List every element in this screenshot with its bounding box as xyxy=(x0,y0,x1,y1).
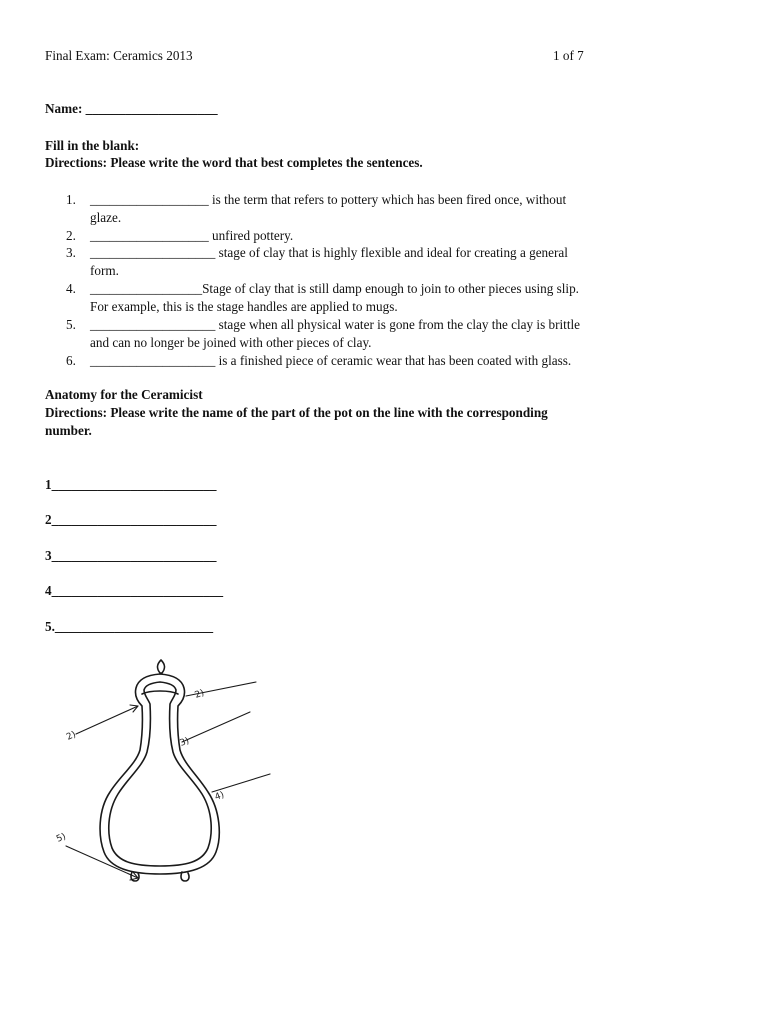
answer-blank[interactable]: __________________ xyxy=(90,228,209,243)
question-text-continued: For example, this is the stage handles are applied to mugs. xyxy=(90,299,398,314)
name-label: Name: xyxy=(45,101,86,116)
lid-rim xyxy=(142,691,178,694)
question-number: 2. xyxy=(66,228,76,243)
diagram-label-bottom: 5) xyxy=(55,831,68,845)
answer-blank[interactable]: ___________________ xyxy=(90,245,216,260)
diagram-label-shoulder: 4) xyxy=(213,790,226,803)
lid-knob xyxy=(157,660,164,673)
answer-blank[interactable]: ___________________ xyxy=(90,317,216,332)
leader-line-shoulder xyxy=(212,774,270,792)
question-text: stage when all physical water is gone from the clay the clay is brittle xyxy=(215,317,581,332)
question-number: 5. xyxy=(66,317,76,332)
leader-line-neck xyxy=(182,712,250,742)
section2-title: Anatomy for the Ceramicist xyxy=(45,387,203,402)
section1-title: Fill in the blank: xyxy=(45,138,140,153)
answer-line-5[interactable]: 5.________________________ xyxy=(45,619,214,634)
leader-line-left xyxy=(76,706,138,734)
question-text: stage of clay that is highly flexible and ideal for creating a general xyxy=(215,245,568,260)
question-text: unfired pottery. xyxy=(208,228,294,243)
question-number: 1. xyxy=(66,192,76,207)
diagram-label-neck: 3) xyxy=(178,736,191,749)
page-number: 1 of 7 xyxy=(553,48,584,63)
answer-line-3[interactable]: 3_________________________ xyxy=(45,548,217,563)
exam-title: Final Exam: Ceramics 2013 xyxy=(45,48,193,63)
question-text: is a finished piece of ceramic wear that has been coated with glass. xyxy=(215,353,572,368)
question-number: 6. xyxy=(66,353,76,368)
question-text: is the term that refers to pottery which has been fired once, without xyxy=(208,192,567,207)
question-text-continued: and can no longer be joined with other pieces of clay. xyxy=(90,335,372,350)
answer-blank[interactable]: __________________ xyxy=(90,192,209,207)
answer-blank[interactable]: ___________________ xyxy=(90,353,216,368)
section2-directions: Directions: Please write the name of the part of the pot on the line with the corresponding xyxy=(45,405,548,420)
question-number: 4. xyxy=(66,281,76,296)
pot-foot-right xyxy=(181,872,189,881)
question-text-continued: form. xyxy=(90,263,119,278)
answer-blank[interactable]: _________________ xyxy=(90,281,203,296)
name-blank[interactable]: ____________________ xyxy=(85,101,218,116)
question-text-continued: glaze. xyxy=(90,210,122,225)
diagram-label-top: 2) xyxy=(193,688,206,701)
section1-directions: Directions: Please write the word that best completes the sentences. xyxy=(45,155,423,170)
answer-line-4[interactable]: 4__________________________ xyxy=(45,583,224,598)
section2-directions-continued: number. xyxy=(45,423,92,438)
answer-line-1[interactable]: 1_________________________ xyxy=(45,477,217,492)
diagram-label-left: 2) xyxy=(65,729,78,743)
question-number: 3. xyxy=(66,245,76,260)
question-text: Stage of clay that is still damp enough to join to other pieces using slip. xyxy=(202,281,579,296)
pot-outer-contour xyxy=(100,674,219,874)
answer-line-2[interactable]: 2_________________________ xyxy=(45,512,217,527)
